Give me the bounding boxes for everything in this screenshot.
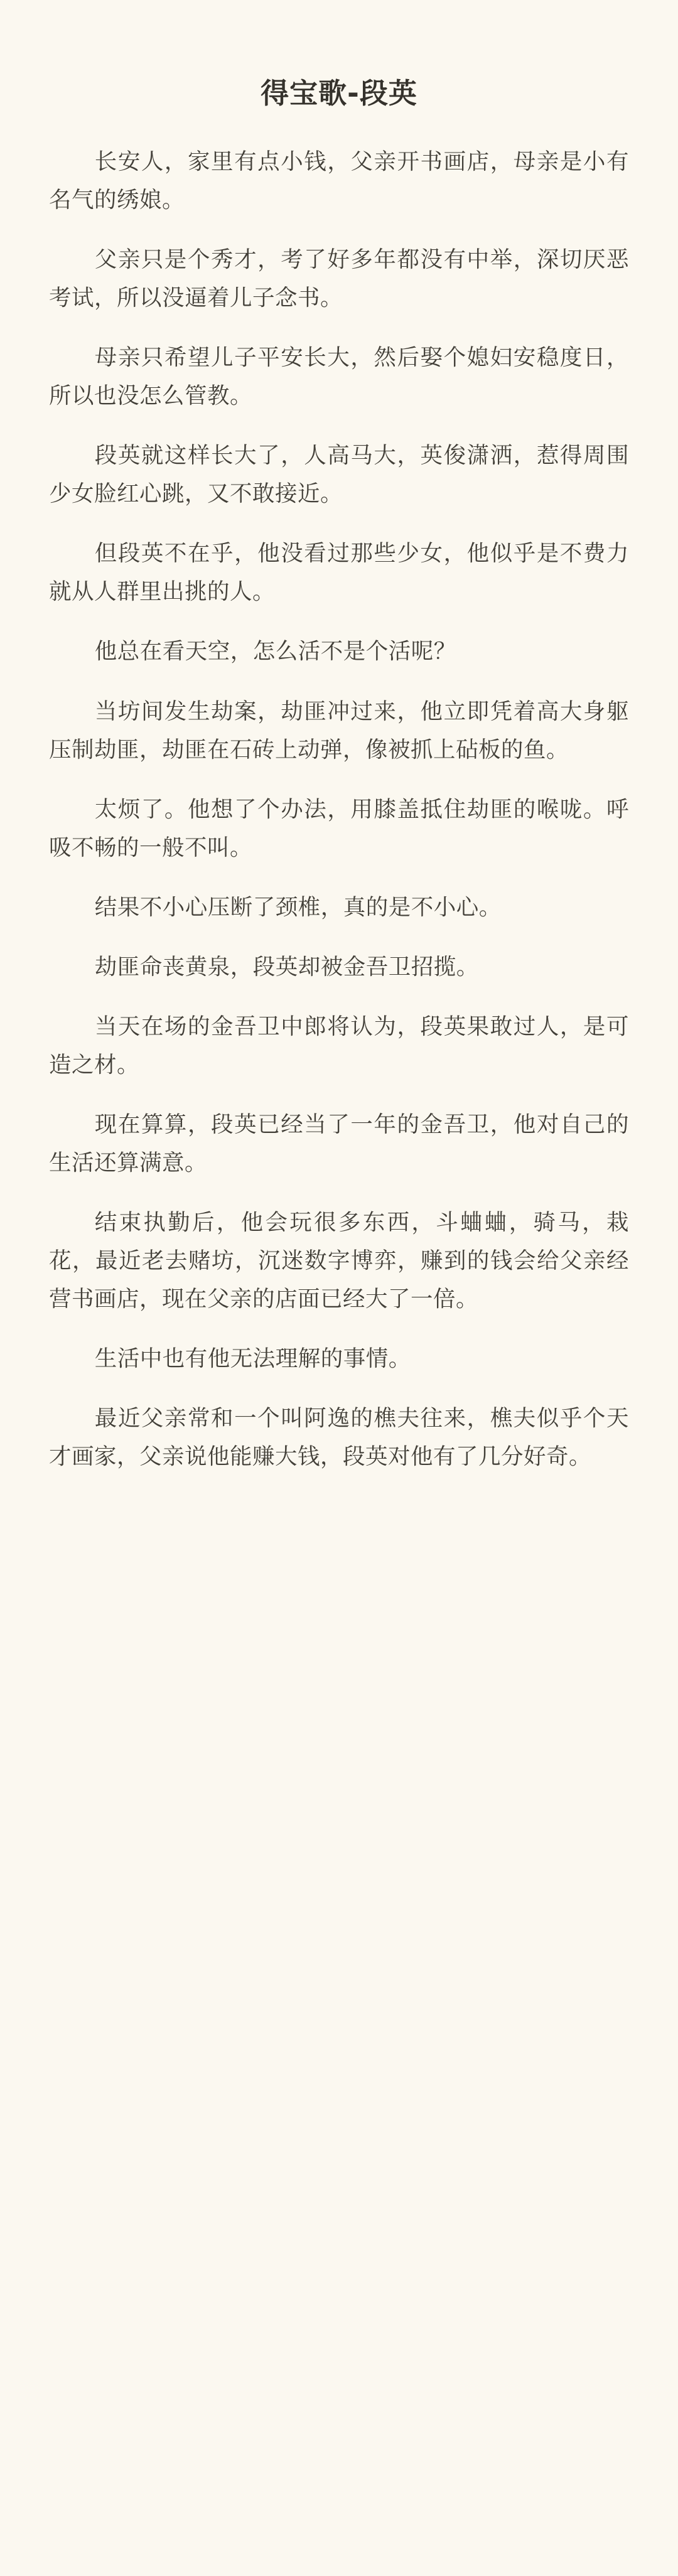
page-bottom-space [0, 1497, 678, 2062]
paragraph: 现在算算，段英已经当了一年的金吾卫，他对自己的生活还算满意。 [49, 1111, 629, 1176]
document-body [0, 142, 678, 1476]
paragraph: 母亲只希望儿子平安长大，然后娶个媳妇安稳度日，所以也没怎么管教。 [49, 345, 629, 409]
paragraph: 太烦了。他想了个办法，用膝盖抵住劫匪的喉咙。呼吸不畅的一般不叫。 [49, 796, 629, 861]
paragraph: 但段英不在乎，他没看过那些少女，他似乎是不费力就从人群里出挑的人。 [49, 540, 629, 605]
paragraph: 他总在看天空，怎么活不是个活呢？ [94, 638, 456, 665]
paragraph: 结束执勤后，他会玩很多东西，斗蛐蛐，骑马，栽花，最近老去赌坊，沉迷数字博弈，赚到的钱会给父亲经营书画店，现在父亲的店面已经大了一倍。 [49, 1209, 629, 1312]
paragraph: 结果不小心压断了颈椎，真的是不小心。 [94, 894, 502, 920]
paragraph: 生活中也有他无法理解的事情。 [94, 1346, 411, 1372]
page-title: 得宝歌-段英 [261, 77, 417, 110]
paragraph: 父亲只是个秀才，考了好多年都没有中举，深切厌恶考试，所以没逼着儿子念书。 [49, 247, 629, 311]
paragraph: 当坊间发生劫案，劫匪冲过来，他立即凭着高大身躯压制劫匪，劫匪在石砖上动弹，像被抓上砧板的鱼。 [49, 698, 629, 763]
paragraph: 长安人，家里有点小钱，父亲开书画店，母亲是小有名气的绣娘。 [49, 149, 629, 213]
paragraph: 当天在场的金吾卫中郎将认为，段英果敢过人，是可造之材。 [49, 1013, 629, 1078]
paragraph: 段英就这样长大了，人高马大，英俊潇洒，惹得周围少女脸红心跳，又不敢接近。 [49, 443, 629, 507]
paragraph: 最近父亲常和一个叫阿逸的樵夫往来，樵夫似乎个天才画家，父亲说他能赚大钱，段英对他有了几分好奇。 [49, 1405, 629, 1470]
paragraph: 劫匪命丧黄泉，段英却被金吾卫招揽。 [94, 953, 479, 980]
